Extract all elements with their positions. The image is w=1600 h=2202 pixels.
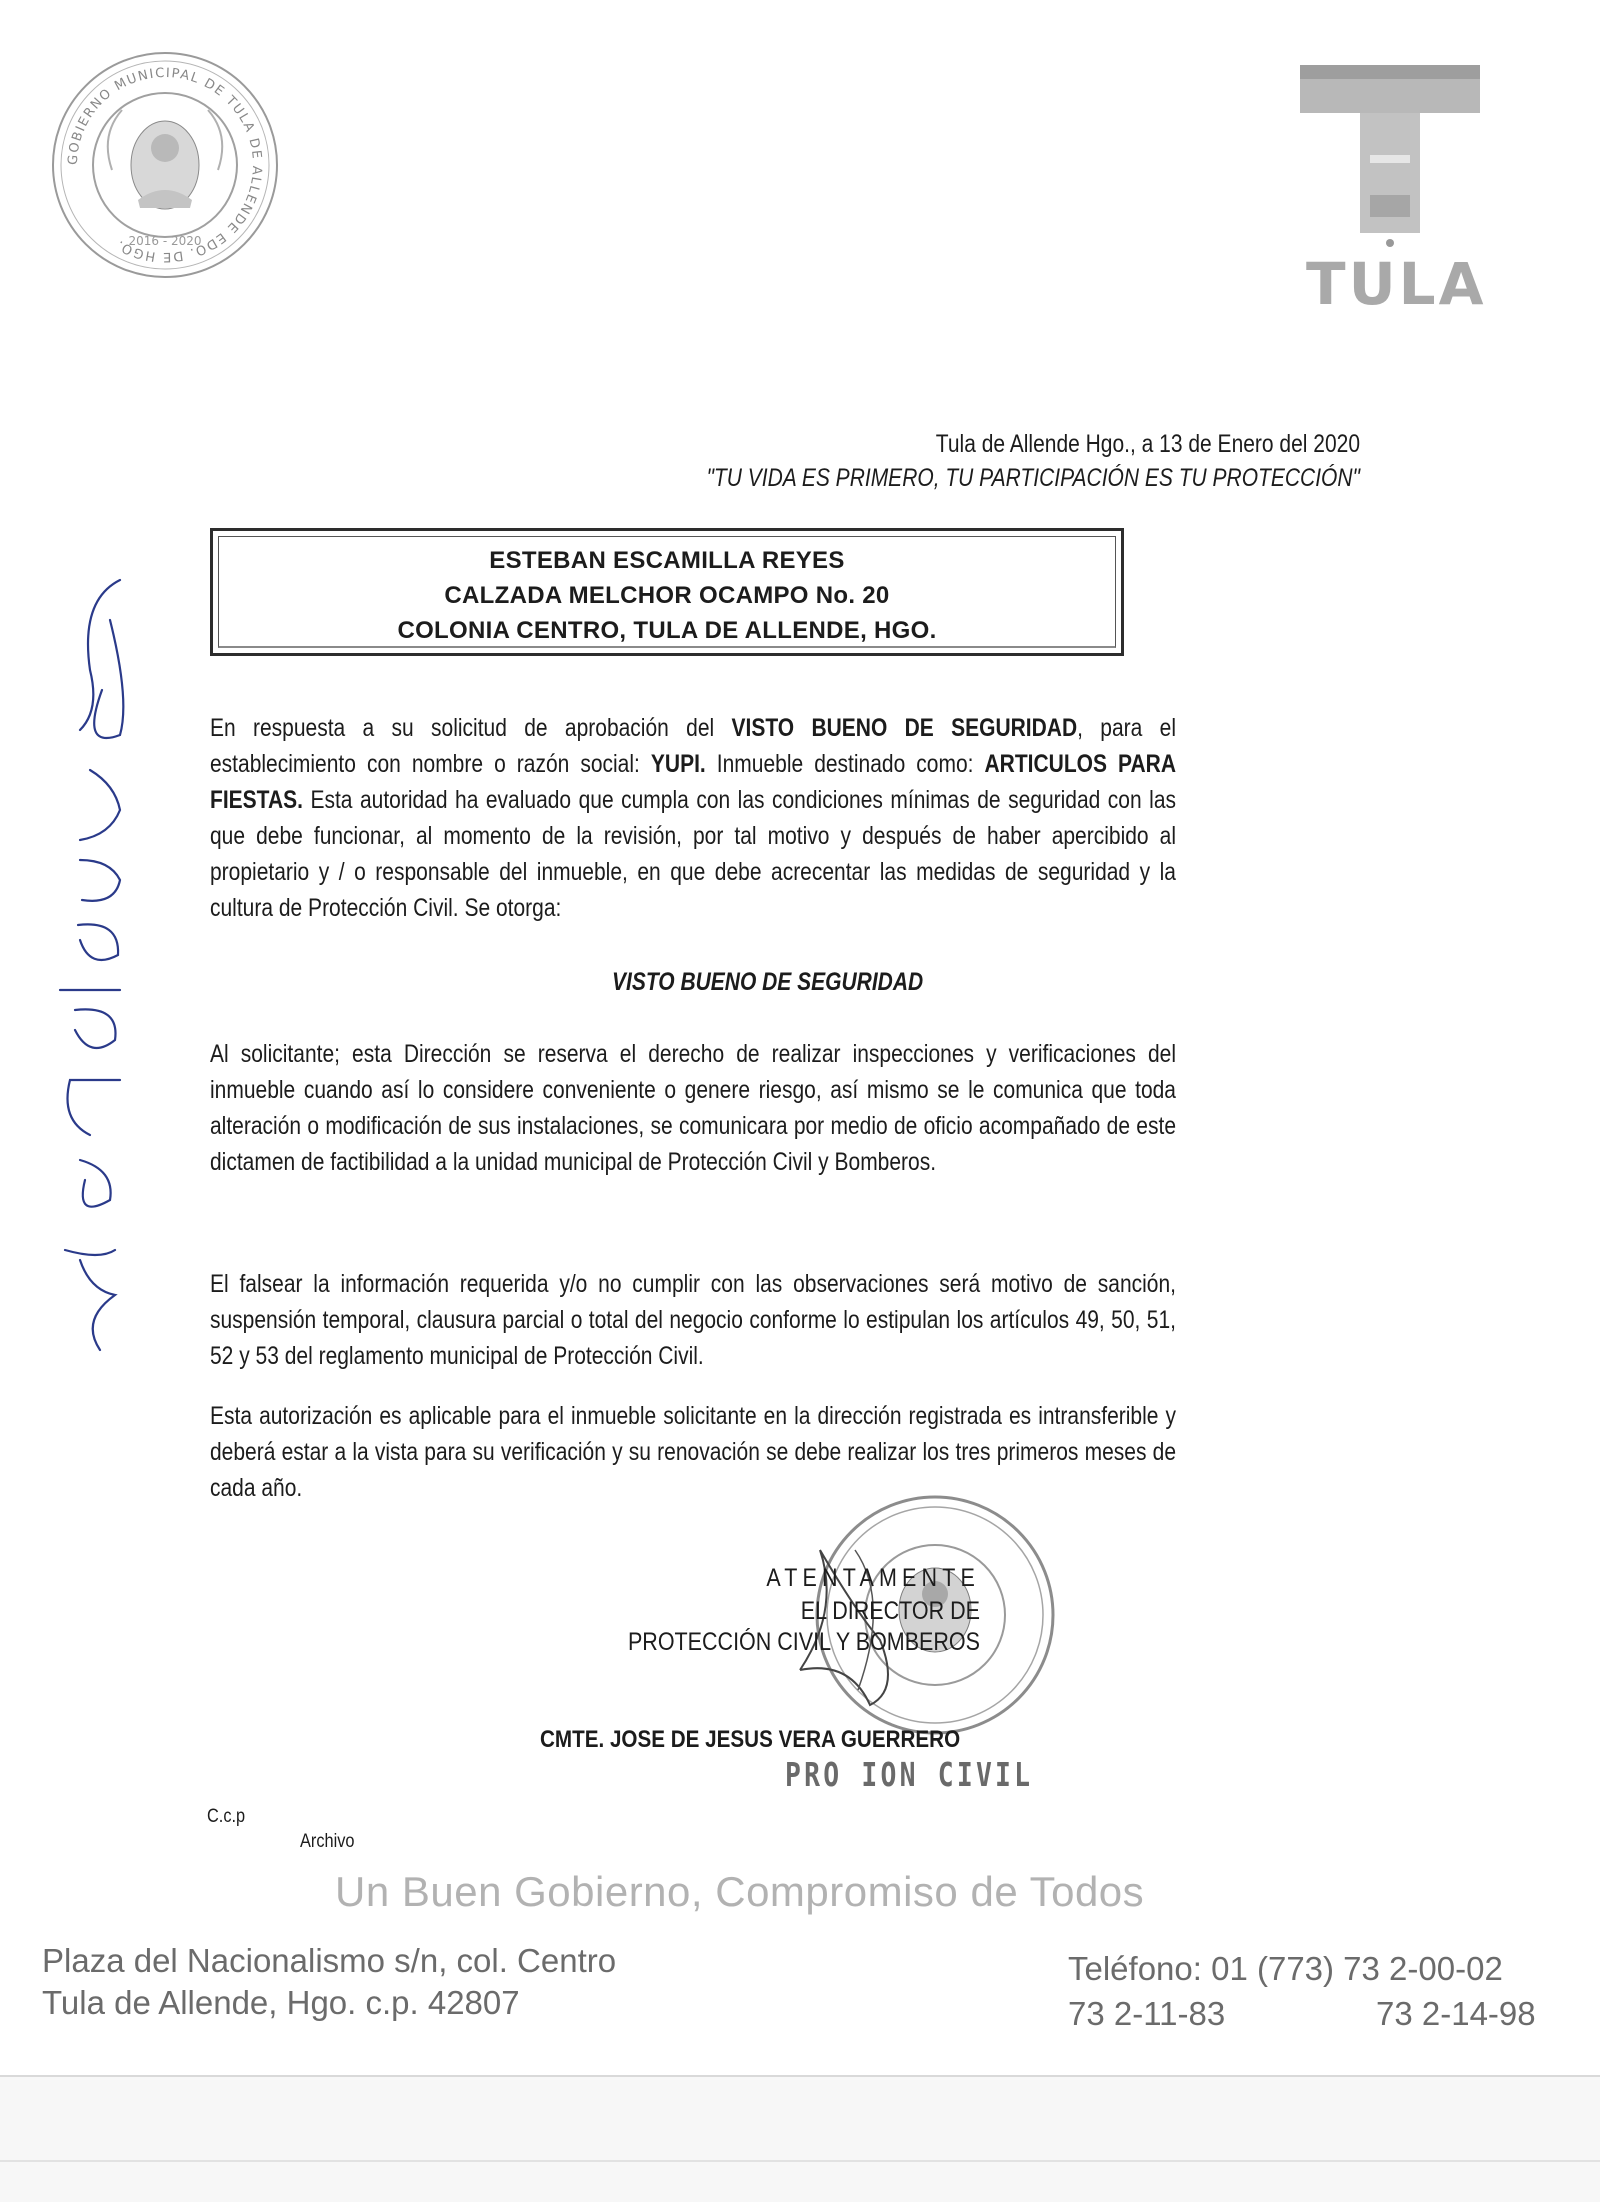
- scan-edge: [0, 2075, 1600, 2202]
- signature-title-1: EL DIRECTOR DE: [800, 1597, 980, 1625]
- signatory-name: CMTE. JOSE DE JESUS VERA GUERRERO: [540, 1726, 961, 1753]
- footer-address: [42, 1940, 616, 2024]
- footer-address-line-1: Plaza del Nacionalismo s/n, col. Centro: [42, 1942, 617, 1979]
- seal-ring-text: GOBIERNO MUNICIPAL DE TULA DE ALLENDE EDO. DE HGO.: [65, 65, 265, 265]
- addressee-colony: COLONIA CENTRO, TULA DE ALLENDE, HGO.: [397, 617, 937, 644]
- scan-edge-line: [0, 2160, 1600, 2162]
- footer-phone-3: 73 2-14-98: [1376, 1995, 1536, 2032]
- date-line: Tula de Allende Hgo., a 13 de Enero del 2020: [935, 430, 1360, 458]
- business-use: ARTICULOS PARA FIESTAS.: [210, 750, 1176, 814]
- tula-logo: [1290, 60, 1490, 320]
- tula-emblem-icon: [1290, 60, 1490, 250]
- stamp-word: PRO ION CIVIL: [785, 1755, 1034, 1794]
- handwritten-receipt-note: [20, 560, 140, 1360]
- motto-line: "TU VIDA ES PRIMERO, TU PARTICIPACIÓN ES TU PROTECCIÓN": [706, 464, 1360, 492]
- visto-bueno-heading: VISTO BUENO DE SEGURIDAD: [612, 968, 924, 996]
- footer-address-line-2: Tula de Allende, Hgo. c.p. 42807: [42, 1984, 520, 2021]
- logo-word: TULA: [1306, 250, 1487, 318]
- addressee-street: CALZADA MELCHOR OCAMPO No. 20: [444, 582, 890, 609]
- paragraph-validity: Esta autorización es aplicable para el inmueble solicitante en la dirección registrada es intransferible y deberá estar a la vista para su verificación y su renovación se debe realizar los tres primeros meses de cada año.: [210, 1402, 1176, 1502]
- municipal-seal-icon: [40, 40, 290, 290]
- signature-title-2: PROTECCIÓN CIVIL Y BOMBEROS: [627, 1628, 980, 1656]
- paragraph-request: En respuesta a su solicitud de aprobación del VISTO BUENO DE SEGURIDAD, para el establecimiento con nombre o razón social: YUPI. Inmueble destinado como: ARTICULOS PARA FIESTAS. Esta autoridad ha evaluado que cumpla con las condiciones mínimas de seguridad con las que debe funcionar, al momento de la revisión, por tal motivo y después de haber apercibido al propietario y / o responsable del inmueble, en que debe acrecentar las medidas de seguridad y la cultura de Protección Civil. Se otorga:: [210, 714, 1176, 922]
- footer-phone-2: 73 2-11-83: [1068, 1995, 1226, 2032]
- paragraph-sanctions: El falsear la información requerida y/o no cumplir con las observaciones será motivo de sanción, suspensión temporal, clausura parcial o total del negocio conforme lo estipulan los artículos 49, 50, 51, 52 y 53 del reglamento municipal de Protección Civil.: [210, 1270, 1176, 1370]
- paragraph-inspections: Al solicitante; esta Dirección se reserva el derecho de realizar inspecciones y verificaciones del inmueble cuando así lo considere conveniente o genere riesgo, así mismo se le comunica que toda alteración o modificación de sus instalaciones, se comunicara por medio de oficio acompañado de este dictamen de factibilidad a la unidad municipal de Protección Civil y Bomberos.: [210, 1040, 1176, 1176]
- ccp-label: C.c.p: [207, 1806, 246, 1827]
- seal-years: 2016 - 2020: [128, 234, 202, 248]
- addressee-box: [210, 528, 1124, 656]
- archivo-label: Archivo: [300, 1831, 355, 1852]
- signature-atentamente: ATENTAMENTE: [766, 1564, 980, 1592]
- footer-slogan: Un Buen Gobierno, Compromiso de Todos: [335, 1868, 1145, 1915]
- visto-bueno-inline: VISTO BUENO DE SEGURIDAD: [731, 714, 1078, 742]
- business-name: YUPI.: [650, 750, 706, 778]
- addressee-name: ESTEBAN ESCAMILLA REYES: [489, 547, 845, 574]
- footer-phone-1: Teléfono: 01 (773) 73 2-00-02: [1068, 1950, 1503, 1987]
